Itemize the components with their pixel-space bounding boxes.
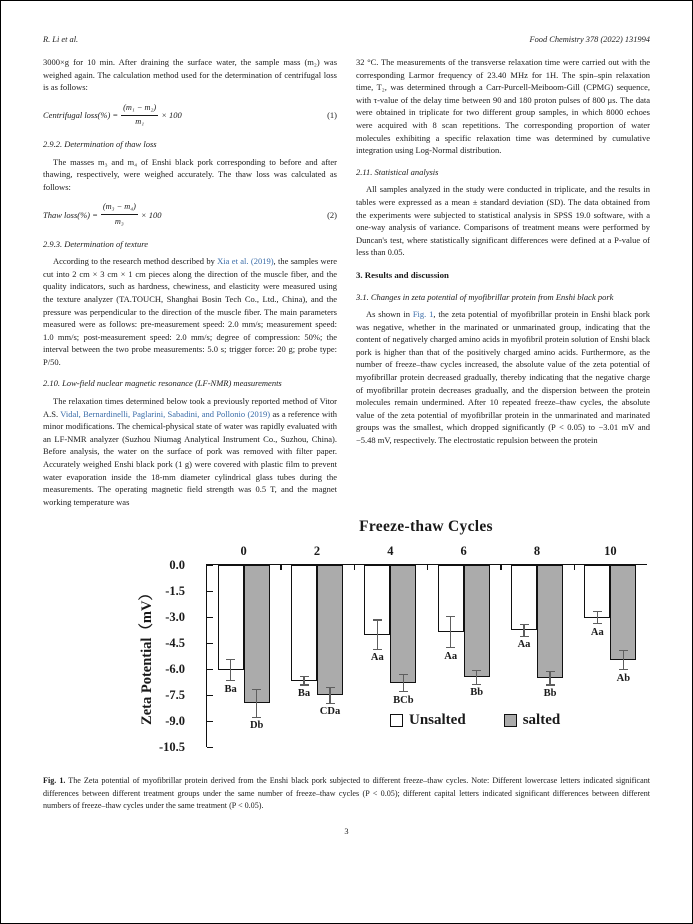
- significance-label: Ba: [297, 688, 311, 699]
- y-axis-tick: [207, 669, 213, 670]
- figure-caption: [43, 775, 650, 812]
- equation-fraction: [101, 201, 138, 228]
- error-bar: [597, 612, 598, 624]
- equation-lhs: Centrifugal loss(%) =: [43, 110, 119, 121]
- paragraph-lfnmr: [43, 395, 337, 508]
- paragraph-texture: [43, 255, 337, 368]
- figure-1: [43, 518, 650, 762]
- significance-label: CDa: [319, 706, 341, 718]
- chart-title: Freeze-thaw Cycles: [359, 518, 493, 536]
- right-column: [356, 56, 650, 510]
- legend-swatch-icon: [504, 714, 517, 727]
- section-heading-2-9-2: 2.9.2. Determination of thaw loss: [43, 138, 157, 149]
- error-bar-cap: [252, 717, 261, 718]
- error-bar-cap: [520, 624, 529, 625]
- text-segment: The relaxation times determined below took a previously reported method of Vitor A.S.: [43, 396, 337, 419]
- fraction-denominator: m₁: [135, 117, 145, 127]
- two-column-body: [43, 56, 650, 510]
- error-bar: [523, 624, 524, 636]
- x-axis-tick: [574, 565, 575, 570]
- y-axis-tick: [207, 747, 213, 748]
- error-bar-cap: [546, 684, 555, 685]
- bar-unsalted-cycle-0: [218, 565, 244, 670]
- y-axis-tick: [207, 721, 213, 722]
- error-bar-cap: [226, 680, 235, 681]
- legend-item-unsalted: [390, 712, 466, 729]
- error-bar-cap: [373, 619, 382, 620]
- x-axis-tick: [427, 565, 428, 570]
- equation-rhs: × 100: [140, 209, 162, 220]
- legend-item-salted: [504, 712, 561, 729]
- y-tick-label: -1.5: [165, 584, 185, 599]
- significance-label: Aa: [517, 639, 531, 651]
- bar-salted-cycle-6: [464, 565, 490, 677]
- error-bar: [403, 675, 404, 692]
- figure-link-fig1[interactable]: Fig. 1: [412, 309, 434, 320]
- significance-label: Aa: [590, 626, 604, 638]
- bar-salted-cycle-4: [390, 565, 416, 683]
- citation-link-vidal-2019[interactable]: Vidal, Bernardinelli, Paglarini, Sabadini, and Pollonio (2019): [60, 408, 271, 419]
- bar-salted-cycle-10: [610, 565, 636, 660]
- zeta-potential-bar-chart: [136, 518, 656, 762]
- significance-label: Db: [249, 720, 264, 732]
- significance-label: Bb: [543, 688, 557, 699]
- x-axis-tick: [354, 565, 355, 570]
- text-segment: As shown in: [366, 309, 413, 320]
- y-tick-label: -9.0: [165, 714, 185, 729]
- error-bar: [329, 688, 330, 704]
- significance-label: Ba: [224, 683, 237, 695]
- paragraph-statistics: All samples analyzed in the study were conducted in triplicate, and the results in tables were expressed as a mean ± standard deviation (SD). The data obtained from the experiments were subjected to statistical analysis in SPSS 19.0 software, with a one-way analysis of variance. Comparisons of treatment means were performed by Duncan's test, where statistically significant differences were defined at a P-value of less than 0.05.: [356, 184, 650, 258]
- error-bar-cap: [252, 689, 261, 690]
- fraction-numerator: (m₃ − m₄): [101, 201, 138, 215]
- x-axis-tick: [280, 565, 281, 570]
- figure-caption-label: Fig. 1.: [43, 776, 66, 786]
- error-bar: [450, 617, 451, 648]
- error-bar-cap: [472, 670, 481, 671]
- bar-salted-cycle-8: [537, 565, 563, 678]
- section-heading-2-11: 2.11. Statistical analysis: [356, 166, 439, 177]
- error-bar-cap: [373, 649, 382, 650]
- bar-salted-cycle-2: [317, 565, 343, 695]
- y-axis-tick: [207, 695, 213, 696]
- y-tick-label: -10.5: [158, 740, 185, 755]
- figure-caption-text: The Zeta potential of myofibrillar protein derived from the Enshi black pork subjected to different freeze–thaw cycles. Note: Different lowercase letters indicated significant differences between different treatment groups under the same number of freeze–thaw cycles (P < 0.05); different capital letters indicated significant differences between different numbers of freeze–thaw cycles under the same treatment (P < 0.05).: [43, 776, 650, 810]
- text-segment: According to the research method described by: [53, 256, 218, 267]
- error-bar-cap: [300, 684, 309, 685]
- significance-label: Bb: [470, 687, 484, 699]
- paragraph-thaw-loss: The masses m₃ and m₄ of Enshi black pork corresponding to before and after thawing, respectively, were weighed accurately. The thaw loss was calculated as follows:: [43, 156, 337, 192]
- significance-label: Aa: [370, 652, 384, 664]
- error-bar-cap: [520, 636, 529, 637]
- fraction-numerator: (m₁ − m₂): [121, 102, 158, 116]
- error-bar: [377, 620, 378, 649]
- significance-label: Aa: [444, 650, 458, 662]
- legend-swatch-icon: [390, 714, 403, 727]
- page-header: [43, 35, 650, 44]
- y-axis-tick: [207, 591, 213, 592]
- paragraph-zeta-results: [356, 308, 650, 447]
- paragraph-centrifugal-loss: 3000×g for 10 min. After draining the surface water, the sample mass (m₂) was weighed again. The calculation method used for the determination of centrifugal loss is as follows:: [43, 57, 337, 93]
- equation-body: [43, 201, 162, 228]
- chart-legend: [390, 712, 560, 729]
- error-bar-cap: [472, 684, 481, 685]
- error-bar: [549, 671, 550, 685]
- error-bar-cap: [326, 703, 335, 704]
- y-axis-tick: [207, 617, 213, 618]
- x-tick-label: 6: [460, 544, 467, 559]
- fraction-denominator: m₃: [114, 216, 124, 226]
- error-bar: [256, 689, 257, 717]
- chart-plot-area: [158, 544, 647, 755]
- y-axis-tick: [207, 565, 213, 566]
- bar-salted-cycle-0: [244, 565, 270, 703]
- y-tick-label: -6.0: [165, 662, 185, 677]
- error-bar-cap: [593, 623, 602, 624]
- equation-lhs: Thaw loss(%) =: [43, 209, 98, 220]
- equation-rhs: × 100: [161, 110, 182, 121]
- error-bar-cap: [593, 611, 602, 612]
- section-heading-3: 3. Results and discussion: [356, 269, 449, 280]
- significance-label: Ab: [616, 672, 631, 684]
- error-bar-cap: [446, 616, 455, 617]
- error-bar-cap: [326, 687, 335, 688]
- paragraph-nmr-continued: 32 °C. The measurements of the transverse relaxation time were carried out with the corresponding Larmor frequency of 23.40 MHz for 1H. The spin–spin relaxation time, T₂, was determined through a Carr-Purcell-Meiboom-Gill (CPMG) sequence, with τ-value of the delay time between 90 and 180 proton pulses of 800 μs. The data were obtained in triplicate for two different group samples, in which 8000 echoes were acquired with 8 scan repetitions. The corresponding proportion of water molecules exhibiting a specific relaxation time was determined by cumulative integration using Log-Normal distribution.: [356, 57, 650, 156]
- y-tick-label: -3.0: [165, 610, 185, 625]
- error-bar: [623, 651, 624, 670]
- y-axis-tick: [207, 643, 213, 644]
- equation-body: [43, 102, 182, 129]
- header-authors: R. Li et al.: [43, 35, 79, 44]
- y-tick-label: -4.5: [165, 636, 185, 651]
- citation-link-xia-2019[interactable]: Xia et al. (2019): [217, 256, 274, 267]
- error-bar-cap: [546, 671, 555, 672]
- equation-centrifugal-loss: [43, 102, 337, 129]
- error-bar-cap: [399, 674, 408, 675]
- error-bar-cap: [446, 647, 455, 648]
- y-tick-label: 0.0: [169, 558, 185, 573]
- text-segment: , the samples were cut into 2 cm × 3 cm × 1 cm pieces along the direction of the muscle fiber, and the quality indicators, such as hardness, chewiness, and elasticity were measured using the texture analyzer (TA.TOUCH, Shanghai Bosin Tech Co., Ltd., China), and the pressure was perpendicular to the direction of the muscle fiber. The main parameters measured were as follows: pre-measurement speed: 2.0 mm/s; measurement speed: 1.0 mm/s; post-measurement speed: 2.0 mm/s; degree of compression: 50%; the interval between the two probe measurements: 5.0 s; trigger force: 20 g; probe type: P/50.: [43, 256, 337, 367]
- equation-thaw-loss: [43, 201, 337, 228]
- section-heading-3-1: 3.1. Changes in zeta potential of myofibrillar protein from Enshi black pork: [356, 291, 614, 302]
- bar-unsalted-cycle-2: [291, 565, 317, 680]
- error-bar-cap: [226, 659, 235, 660]
- error-bar-cap: [619, 650, 628, 651]
- equation-fraction: [121, 102, 158, 129]
- legend-label: Unsalted: [409, 712, 466, 729]
- x-tick-label: 2: [313, 544, 321, 559]
- x-tick-label: 10: [604, 544, 617, 559]
- text-segment: as a reference with minor modifications. The chemical-physical state of water was rapidly evaluated with an LF-NMR analyzer (Suzhou Niumag Analytical Instrument Co., Suzhou, China). Before analysis, the water on the surface of pork was removed with filter paper. Accurately weighed Enshi black pork (1 g) were covered with plastic film to prevent water evaporation inside the 18-mm diameter cylindrical glass tubes during the measurements. The operating magnetic field strength was 0.5 T, and the magnet working temperature was: [43, 408, 338, 507]
- significance-label: BCb: [393, 694, 414, 706]
- section-heading-2-9-3: 2.9.3. Determination of texture: [43, 238, 148, 249]
- equation-number: (2): [327, 209, 337, 220]
- left-column: [43, 56, 337, 510]
- error-bar: [476, 670, 477, 684]
- y-tick-label: -7.5: [165, 688, 185, 703]
- x-tick-label: 0: [240, 544, 247, 559]
- error-bar-cap: [399, 691, 408, 692]
- x-tick-label: 4: [387, 544, 394, 559]
- text-segment: , the zeta potential of myofibrillar protein in Enshi black pork was negative, whether in the marinated or unmarinated group, indicating that the content of negatively charged amino acids in myofibril protein solution of Enshi black pork is higher than that of the positively charged amino acids. Furthermore, as the number of freeze–thaw cycles increased, the absolute value of the zeta potential of myofibrillar protein decreased gradually, thereby indicating that the negative charge of myofibrillar protein decreases gradually, and the dispersion between the protein molecules remain undermined. After 10 repeated freeze–thaw cycles, the absolute value of the zeta potential of myofibrillar protein in the unmarinated and marinated groups was the smallest, which dropped significantly (P < 0.05) to −3.01 mV and −5.48 mV, respectively. The electrostatic repulsion between the protein: [356, 309, 651, 446]
- y-axis-label-text: Zeta Potential（mV）: [138, 585, 155, 725]
- legend-label: salted: [522, 712, 561, 729]
- section-heading-2-10: 2.10. Low-field nuclear magnetic resonance (LF-NMR) measurements: [43, 378, 282, 389]
- page-number: 3: [344, 827, 349, 837]
- bar-unsalted-cycle-10: [584, 565, 610, 617]
- error-bar: [230, 660, 231, 681]
- x-tick-label: 8: [533, 544, 541, 559]
- bar-unsalted-cycle-8: [511, 565, 537, 630]
- x-axis-tick: [500, 565, 501, 570]
- error-bar-cap: [619, 669, 628, 670]
- equation-number: (1): [327, 110, 337, 121]
- error-bar-cap: [300, 676, 309, 677]
- header-journal: Food Chemistry 378 (2022) 131994: [529, 35, 650, 44]
